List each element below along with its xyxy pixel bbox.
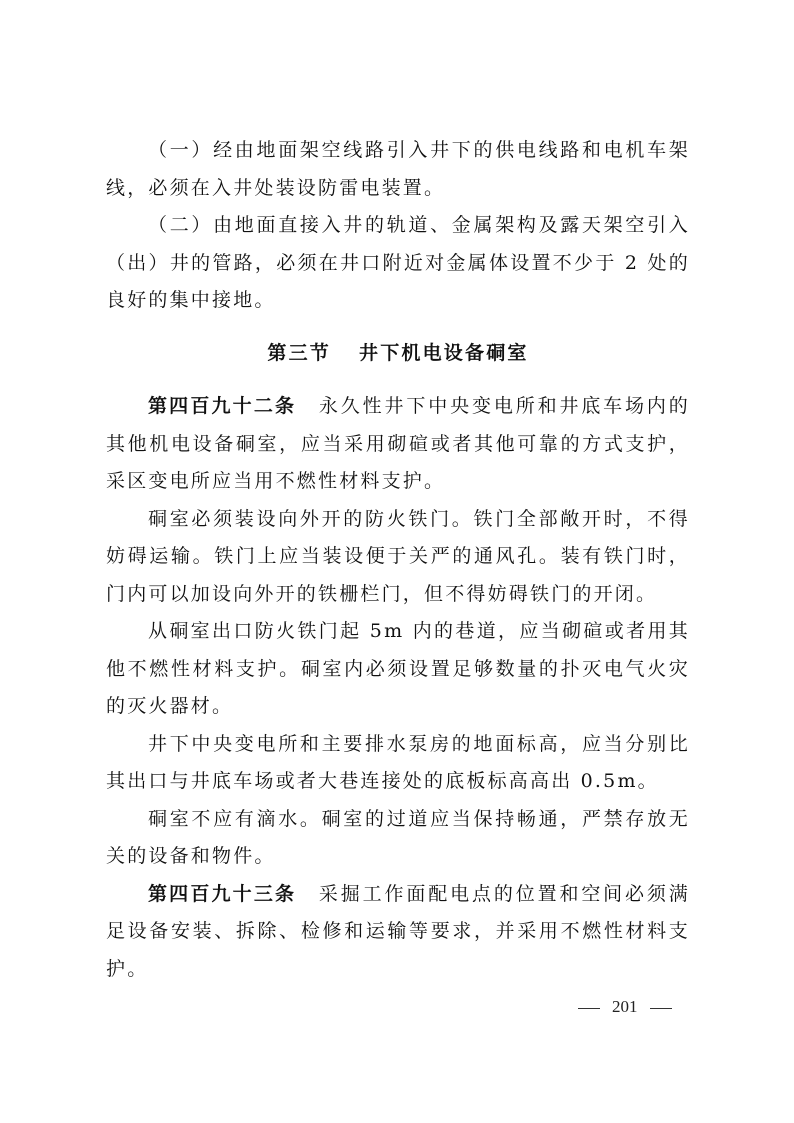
article-492-paragraph-3: 井下中央变电所和主要排水泵房的地面标高，应当分别比其出口与井底车场或者大巷连接处的底板标高高出 0.5m。 (106, 732, 690, 792)
section-heading (106, 335, 690, 373)
footer-dash-right (650, 1008, 672, 1009)
page-footer (578, 995, 678, 1019)
article-493-number: 第四百九十三条 (148, 882, 297, 905)
section-number: 第三节 (267, 341, 331, 364)
article-492-paragraph-1: 硐室必须装设向外开的防火铁门。铁门全部敞开时，不得妨碍运输。铁门上应当装设便于关严的通风孔。装有铁门时，门内可以加设向外开的铁栅栏门，但不得妨碍铁门的开闭。 (106, 507, 690, 605)
article-492-number: 第四百九十二条 (148, 395, 297, 417)
page-content (106, 132, 690, 988)
article-493 (106, 876, 690, 989)
article-492 (106, 388, 690, 501)
article-492-paragraph-4: 硐室不应有滴水。硐室的过道应当保持畅通，严禁存放无关的设备和物件。 (106, 807, 690, 867)
clause-1: （一）经由地面架空线路引入井下的供电线路和电机车架线，必须在入井处装设防雷电装置。 (106, 139, 690, 199)
page-number: 201 (612, 997, 638, 1016)
article-492-text: 永久性井下中央变电所和井底车场内的其他机电设备硐室，应当采用砌碹或者其他可靠的方式支护，采区变电所应当用不燃性材料支护。 (106, 395, 690, 492)
clause-2: （二）由地面直接入井的轨道、金属架构及露天架空引入（出）井的管路，必须在井口附近对金属体设置不少于 2 处的良好的集中接地。 (106, 214, 690, 311)
article-493-text: 采掘工作面配电点的位置和空间必须满足设备安装、拆除、检修和运输等要求，并采用不燃性材料支护。 (106, 882, 690, 980)
section-title: 井下机电设备硐室 (359, 341, 529, 364)
article-492-paragraph-2: 从硐室出口防火铁门起 5m 内的巷道，应当砌碹或者用其他不燃性材料支护。硐室内必须设置足够数量的扑灭电气火灾的灭火器材。 (106, 620, 690, 717)
footer-dash-left (578, 1008, 600, 1009)
